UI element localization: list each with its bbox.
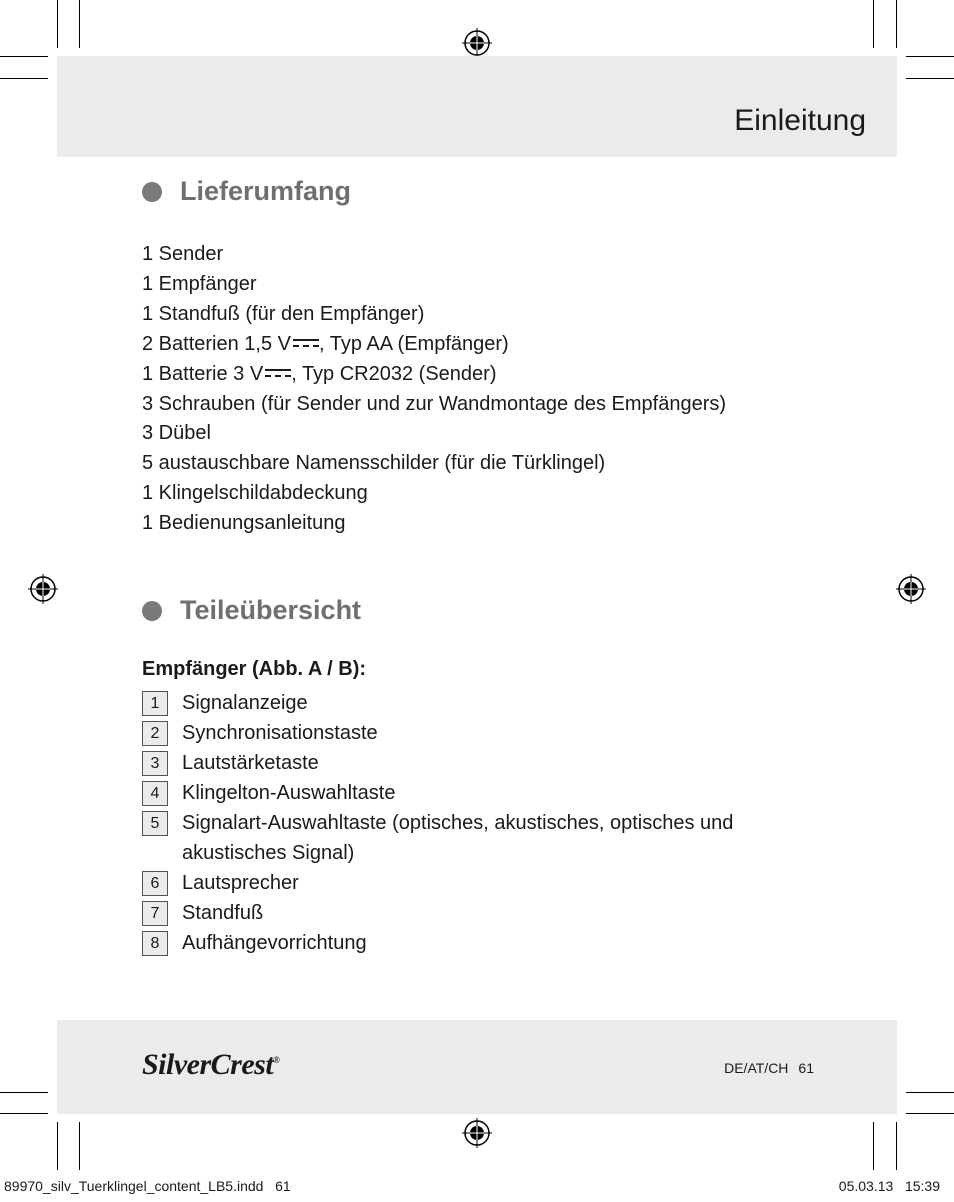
- crop-mark: [906, 56, 954, 57]
- part-label: Lautsprecher: [182, 872, 299, 894]
- crop-mark: [0, 78, 48, 79]
- crop-mark: [0, 1113, 48, 1114]
- crop-mark: [57, 1122, 58, 1170]
- locale-label: DE/AT/CH: [724, 1060, 789, 1076]
- page-number: 61: [798, 1060, 814, 1076]
- registered-mark: ®: [273, 1055, 280, 1065]
- crop-mark: [906, 78, 954, 79]
- part-number: 4: [142, 781, 168, 806]
- crop-mark: [0, 56, 48, 57]
- list-item: [142, 330, 726, 360]
- print-slug-file: 89970_silv_Tuerklingel_content_LB5.indd 61: [4, 1178, 291, 1194]
- crop-mark: [79, 0, 80, 48]
- crop-mark: [57, 0, 58, 48]
- part-label: Standfuß: [182, 902, 264, 924]
- registration-mark-icon: [896, 574, 926, 604]
- page-title: Einleitung: [734, 104, 866, 137]
- list-item: [142, 360, 726, 390]
- dc-symbol-icon: [293, 337, 319, 351]
- list-item-text: 1 Standfuß (für den Empfänger): [142, 302, 425, 325]
- part-item: [142, 718, 782, 748]
- crop-mark: [0, 1092, 48, 1093]
- part-number: 5: [142, 811, 168, 836]
- part-number: 8: [142, 931, 168, 956]
- brand-name: SilverCrest: [142, 1048, 274, 1081]
- list-item: [142, 479, 726, 509]
- list-item-text: 1 Sender: [142, 243, 224, 265]
- crop-mark: [79, 1122, 80, 1170]
- part-item: [142, 748, 782, 778]
- dc-symbol-icon: [265, 367, 291, 381]
- crop-mark: [896, 1122, 897, 1170]
- crop-mark: [873, 1122, 874, 1170]
- registration-mark-icon: [28, 574, 58, 604]
- crop-mark: [906, 1113, 954, 1114]
- part-item: [142, 688, 782, 718]
- part-label: Aufhängevorrichtung: [182, 932, 367, 954]
- list-item: [142, 390, 726, 420]
- registration-mark-icon: [462, 1118, 492, 1148]
- part-number: 2: [142, 721, 168, 746]
- part-label: Signalart-Auswahltaste (optisches, akustisches, optisches und akustisches Signal): [182, 812, 734, 864]
- list-item: [142, 509, 726, 539]
- part-item: [142, 928, 782, 958]
- list-item: [142, 240, 726, 270]
- list-item-text: 2 Batterien 1,5 V: [142, 332, 291, 355]
- part-label: Signalanzeige: [182, 692, 308, 714]
- delivery-contents-list: [142, 240, 726, 539]
- list-item-text: 3 Schrauben (für Sender und zur Wandmontage des Empfängers): [142, 392, 727, 415]
- list-item-text: 1 Empfänger: [142, 272, 257, 295]
- bullet-icon: [142, 182, 162, 202]
- list-item-text: 1 Batterie 3 V: [142, 362, 264, 385]
- list-item: [142, 449, 726, 479]
- part-item: [142, 808, 782, 868]
- part-number: 7: [142, 901, 168, 926]
- part-label: Synchronisationstaste: [182, 722, 378, 744]
- list-item: [142, 270, 726, 300]
- part-item: [142, 868, 782, 898]
- part-number: 6: [142, 871, 168, 896]
- section-heading-lieferumfang: [142, 176, 351, 207]
- section-heading-teileuebersicht: [142, 595, 361, 626]
- bullet-icon: [142, 601, 162, 621]
- crop-mark: [896, 0, 897, 48]
- list-item-text: 1 Bedienungsanleitung: [142, 512, 346, 535]
- section-title: Lieferumfang: [180, 176, 352, 206]
- part-number: 1: [142, 691, 168, 716]
- section-title: Teileübersicht: [180, 595, 362, 625]
- print-slug-datetime: 05.03.13 15:39: [838, 1178, 940, 1194]
- list-item: [142, 419, 726, 449]
- list-item-text: 3 Dübel: [142, 422, 211, 445]
- parts-list: [142, 688, 782, 958]
- list-item-text: , Typ AA (Empfänger): [318, 332, 509, 355]
- crop-mark: [906, 1092, 954, 1093]
- list-item-text: 1 Klingelschildabdeckung: [142, 482, 368, 505]
- part-label: Klingelton-Auswahltaste: [182, 782, 396, 804]
- part-item: [142, 778, 782, 808]
- list-item: [142, 300, 726, 330]
- brand-logo: [142, 1048, 279, 1082]
- registration-mark-icon: [462, 28, 492, 58]
- receiver-subheading: Empfänger (Abb. A / B):: [142, 658, 367, 680]
- part-label: Lautstärketaste: [182, 752, 319, 774]
- list-item-text: , Typ CR2032 (Sender): [291, 362, 497, 385]
- part-item: [142, 898, 782, 928]
- footer-locale: [724, 1060, 814, 1076]
- crop-mark: [873, 0, 874, 48]
- part-number: 3: [142, 751, 168, 776]
- list-item-text: 5 austauschbare Namensschilder (für die Türklingel): [142, 452, 606, 475]
